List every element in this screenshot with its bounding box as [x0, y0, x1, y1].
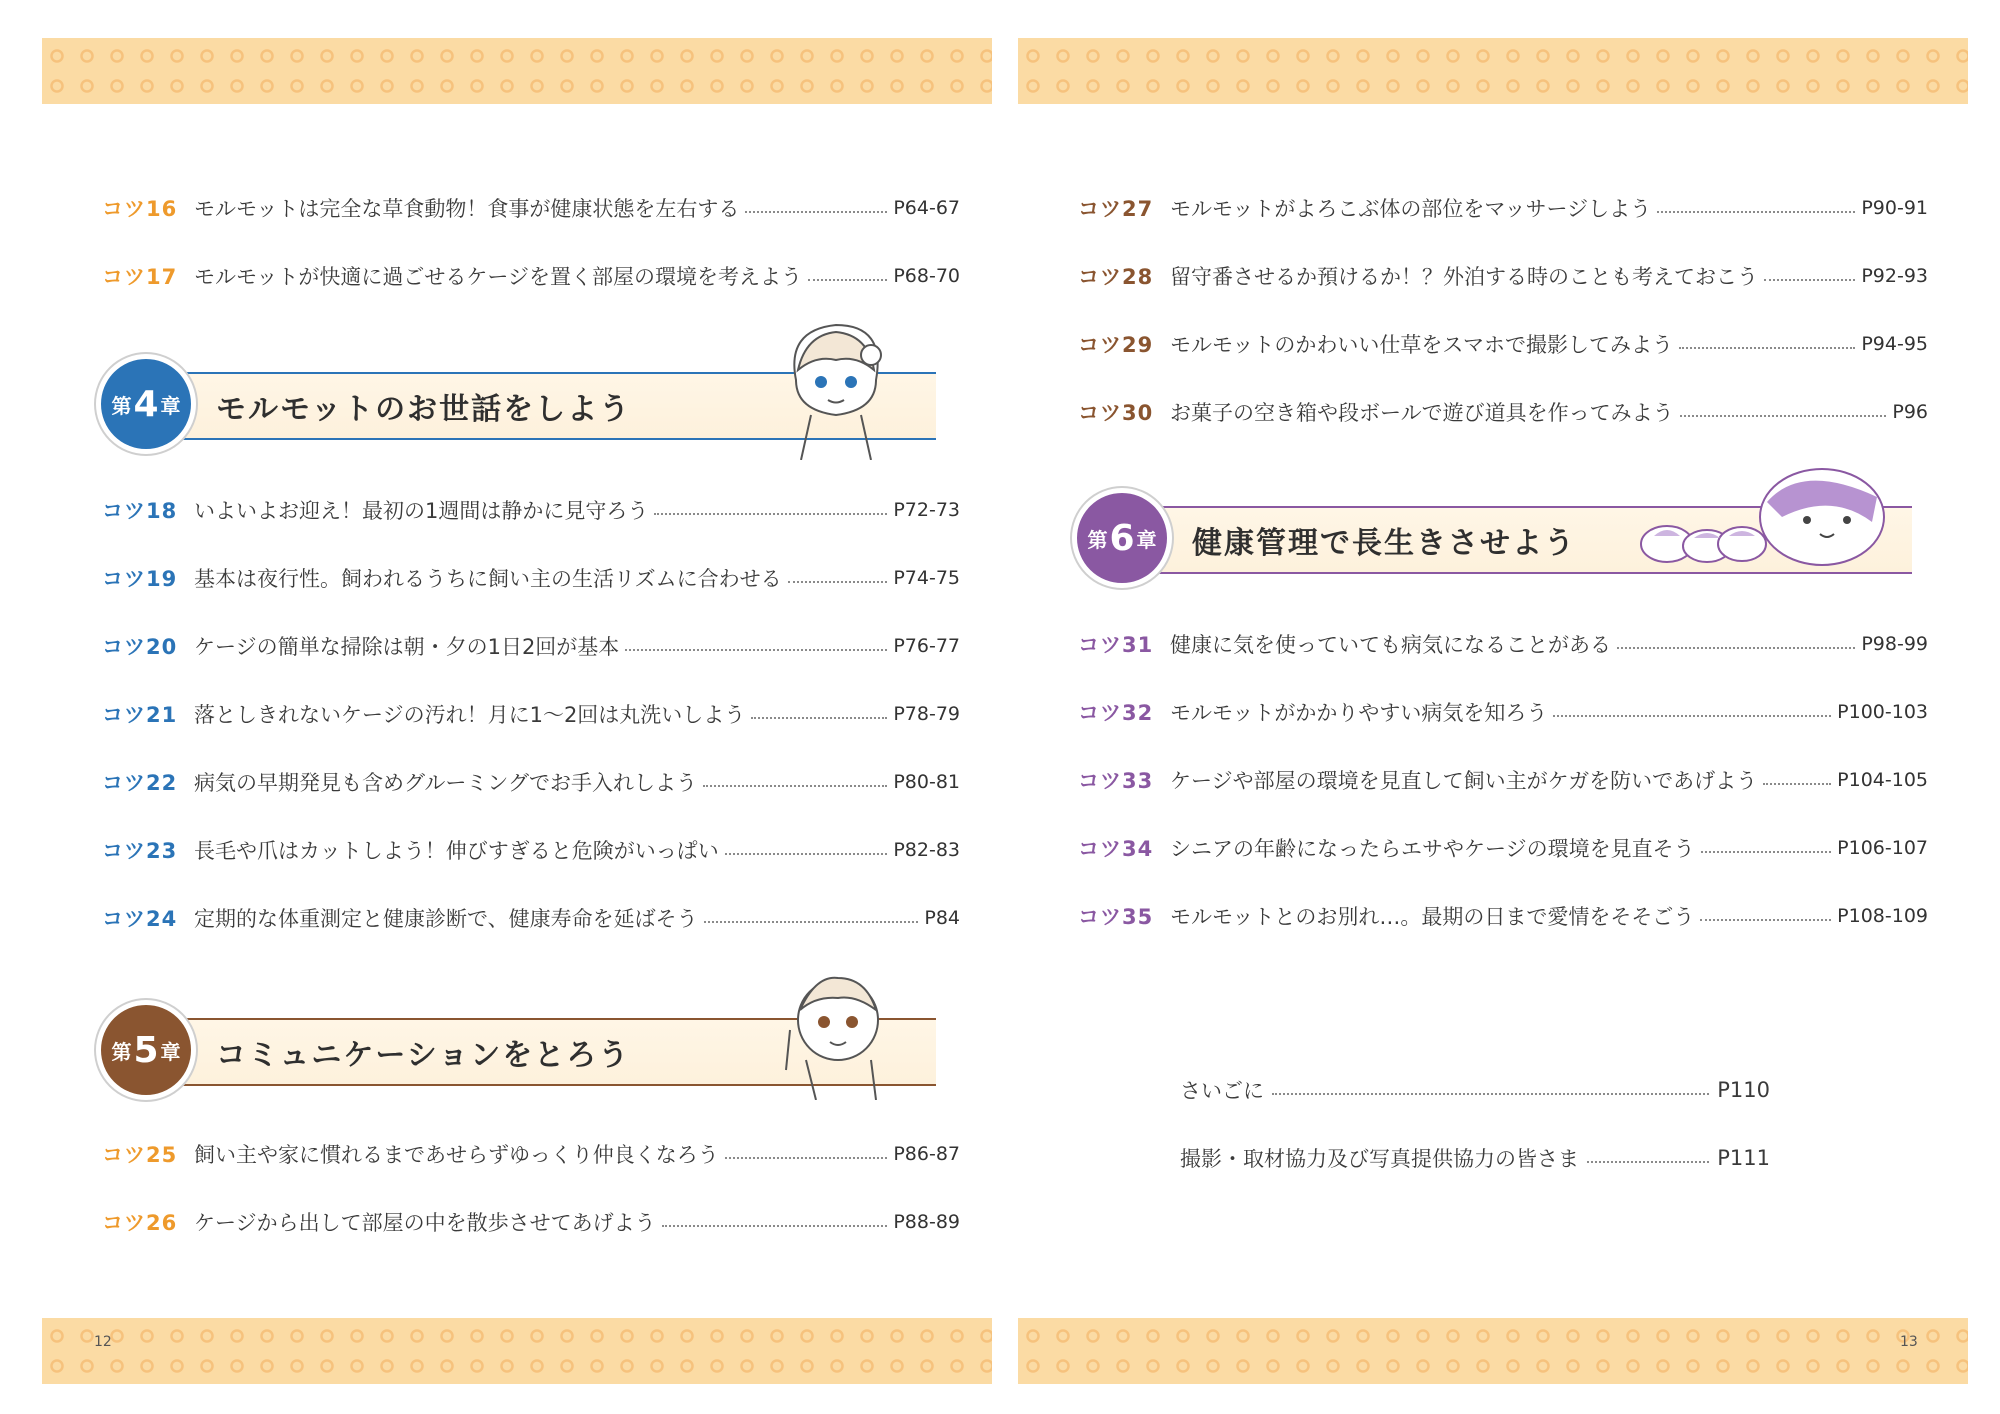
toc-entry[interactable]	[102, 558, 960, 598]
tip-title: 長毛や爪はカットしよう！伸びすぎると危険がいっぱい	[194, 839, 719, 863]
left-page	[36, 0, 996, 1414]
tip-number: コツ20	[102, 635, 178, 659]
leader-dots	[1657, 211, 1855, 213]
page-ref: P96	[1892, 401, 1928, 423]
tip-title: いよいよお迎え！最初の1週間は静かに見守ろう	[194, 499, 649, 523]
tip-title: モルモットのかわいい仕草をスマホで撮影してみよう	[1170, 333, 1673, 357]
toc-entry[interactable]	[1078, 896, 1928, 936]
chapter-prefix: 第	[111, 393, 132, 418]
page-ref: P111	[1717, 1146, 1770, 1170]
toc-entry[interactable]	[102, 626, 960, 666]
guinea-pigs-illustration-icon	[1632, 462, 1892, 582]
tip-title: 基本は夜行性。飼われるうちに飼い主の生活リズムに合わせる	[194, 567, 782, 591]
leader-dots	[751, 717, 887, 719]
tip-number: コツ25	[102, 1143, 178, 1167]
leader-dots	[704, 921, 919, 923]
tip-title: 定期的な体重測定と健康診断で、健康寿命を延ばそう	[194, 907, 698, 931]
leader-dots	[1763, 783, 1831, 785]
tip-number: コツ29	[1078, 333, 1154, 357]
tip-title: モルモットは完全な草食動物！食事が健康状態を左右する	[194, 197, 740, 221]
chapter-title: コミュニケーションをとろう	[216, 1038, 631, 1073]
top-pattern-band	[1018, 38, 1968, 104]
page-ref: P72-73	[893, 499, 960, 521]
tip-title: モルモットがよろこぶ体の部位をマッサージしよう	[1170, 197, 1652, 221]
tip-number: コツ26	[102, 1211, 178, 1235]
tip-number: コツ32	[1078, 701, 1154, 725]
toc-entry[interactable]	[1078, 188, 1928, 228]
leader-dots	[725, 1157, 888, 1159]
closing-title: さいごに	[1180, 1079, 1264, 1103]
tip-title: 病気の早期発見も含めグルーミングでお手入れしよう	[194, 771, 697, 795]
toc-entry[interactable]	[102, 1202, 960, 1242]
tip-title: 留守番させるか預けるか！？外泊する時のことも考えておこう	[1170, 265, 1758, 289]
girl-illustration-icon	[776, 310, 896, 460]
tip-number: コツ23	[102, 839, 178, 863]
leader-dots	[1701, 851, 1832, 853]
page-ref: P88-89	[893, 1211, 960, 1233]
page-number: 13	[1900, 1334, 1918, 1350]
chapter-badge	[1072, 488, 1172, 588]
page-ref: P92-93	[1861, 265, 1928, 287]
chapter-4-header	[96, 354, 946, 454]
toc-entry[interactable]	[102, 694, 960, 734]
toc-entry[interactable]	[102, 256, 960, 296]
page-ref: P106-107	[1837, 837, 1928, 859]
chapter-number: 6	[1109, 517, 1135, 559]
chapter-6-header	[1072, 488, 1922, 588]
tip-title: モルモットが快適に過ごせるケージを置く部屋の環境を考えよう	[194, 265, 802, 289]
tip-number: コツ34	[1078, 837, 1154, 861]
chapter-badge	[96, 1000, 196, 1100]
leader-dots	[1680, 415, 1887, 417]
boy-illustration-icon	[776, 960, 896, 1100]
leader-dots	[745, 211, 887, 213]
toc-entry[interactable]	[1078, 392, 1928, 432]
tip-number: コツ27	[1078, 197, 1154, 221]
bottom-pattern-band	[42, 1318, 992, 1384]
page-ref: P64-67	[893, 197, 960, 219]
leader-dots	[654, 513, 887, 515]
leader-dots	[1553, 715, 1831, 717]
tip-number: コツ22	[102, 771, 178, 795]
leader-dots	[1764, 279, 1855, 281]
tip-title: モルモットとのお別れ…。最期の日まで愛情をそそごう	[1170, 905, 1695, 929]
tip-number: コツ31	[1078, 633, 1154, 657]
tip-number: コツ35	[1078, 905, 1154, 929]
page-ref: P76-77	[893, 635, 960, 657]
leader-dots	[788, 581, 888, 583]
tip-title: 落としきれないケージの汚れ！月に1〜2回は丸洗いしよう	[194, 703, 746, 727]
right-page	[1012, 0, 1972, 1414]
tip-number: コツ33	[1078, 769, 1154, 793]
tip-number: コツ21	[102, 703, 178, 727]
tip-title: お菓子の空き箱や段ボールで遊び道具を作ってみよう	[1170, 401, 1674, 425]
page-ref: P94-95	[1861, 333, 1928, 355]
page-ref: P110	[1717, 1078, 1770, 1102]
tip-number: コツ17	[102, 265, 178, 289]
tip-title: ケージの簡単な掃除は朝・夕の1日2回が基本	[194, 635, 620, 659]
toc-entry[interactable]	[102, 762, 960, 802]
toc-entry[interactable]	[1078, 760, 1928, 800]
page-ref: P84	[924, 907, 960, 929]
page-ref: P80-81	[893, 771, 960, 793]
tip-title: 健康に気を使っていても病気になることがある	[1170, 633, 1611, 657]
tip-title: ケージから出して部屋の中を散歩させてあげよう	[194, 1211, 656, 1235]
page-ref: P78-79	[893, 703, 960, 725]
bottom-pattern-band	[1018, 1318, 1968, 1384]
toc-entry[interactable]	[102, 830, 960, 870]
chapter-suffix: 章	[160, 393, 181, 418]
page-ref: P86-87	[893, 1143, 960, 1165]
toc-entry[interactable]	[1078, 692, 1928, 732]
leader-dots	[662, 1225, 888, 1227]
chapter-5-header	[96, 1000, 946, 1100]
closing-entry[interactable]	[1180, 1138, 1770, 1178]
toc-entry[interactable]	[102, 1134, 960, 1174]
chapter-title: モルモットのお世話をしよう	[216, 392, 632, 427]
leader-dots	[725, 853, 888, 855]
closing-entry[interactable]	[1180, 1070, 1770, 1110]
tip-number: コツ16	[102, 197, 178, 221]
page-ref: P74-75	[893, 567, 960, 589]
toc-entry[interactable]	[102, 490, 960, 530]
tip-title: シニアの年齢になったらエサやケージの環境を見直そう	[1170, 837, 1695, 861]
chapter-number: 4	[133, 383, 159, 425]
leader-dots	[1587, 1161, 1709, 1163]
toc-entry[interactable]	[1078, 324, 1928, 364]
page-ref: P104-105	[1837, 769, 1928, 791]
page-ref: P82-83	[893, 839, 960, 861]
tip-number: コツ30	[1078, 401, 1154, 425]
closing-title: 撮影・取材協力及び写真提供協力の皆さま	[1180, 1147, 1579, 1171]
page-ref: P98-99	[1861, 633, 1928, 655]
toc-entry[interactable]	[1078, 256, 1928, 296]
leader-dots	[703, 785, 887, 787]
page-ref: P90-91	[1861, 197, 1928, 219]
toc-entry[interactable]	[102, 188, 960, 228]
tip-title: 飼い主や家に慣れるまであせらずゆっくり仲良くなろう	[194, 1143, 719, 1167]
toc-entry[interactable]	[1078, 624, 1928, 664]
page-number: 12	[94, 1334, 112, 1350]
chapter-prefix: 第	[1087, 527, 1108, 552]
chapter-badge	[96, 354, 196, 454]
toc-entry[interactable]	[102, 898, 960, 938]
page-ref: P68-70	[893, 265, 960, 287]
leader-dots	[1617, 647, 1855, 649]
tip-number: コツ24	[102, 907, 178, 931]
chapter-prefix: 第	[111, 1039, 132, 1064]
chapter-number: 5	[133, 1029, 159, 1071]
chapter-suffix: 章	[1136, 527, 1157, 552]
leader-dots	[625, 649, 887, 651]
top-pattern-band	[42, 38, 992, 104]
tip-number: コツ18	[102, 499, 178, 523]
leader-dots	[1679, 347, 1855, 349]
tip-number: コツ19	[102, 567, 178, 591]
tip-title: モルモットがかかりやすい病気を知ろう	[1170, 701, 1548, 725]
toc-entry[interactable]	[1078, 828, 1928, 868]
leader-dots	[1272, 1093, 1709, 1095]
page-ref: P108-109	[1837, 905, 1928, 927]
leader-dots	[808, 279, 887, 281]
tip-title: ケージや部屋の環境を見直して飼い主がケガを防いであげよう	[1170, 769, 1758, 793]
chapter-suffix: 章	[160, 1039, 181, 1064]
tip-number: コツ28	[1078, 265, 1154, 289]
page-ref: P100-103	[1837, 701, 1928, 723]
leader-dots	[1700, 919, 1831, 921]
chapter-title: 健康管理で長生きさせよう	[1192, 526, 1576, 561]
